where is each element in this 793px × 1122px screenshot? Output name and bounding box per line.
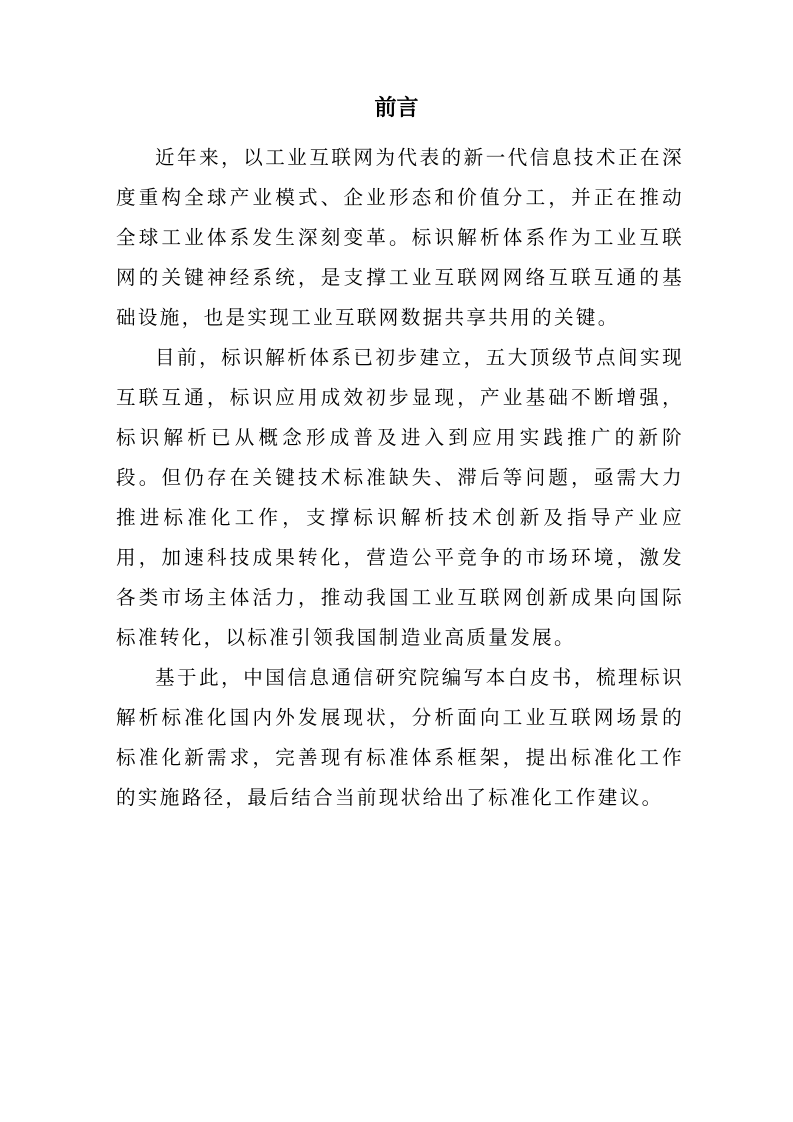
paragraph-1: 近年来，以工业互联网为代表的新一代信息技术正在深度重构全球产业模式、企业形态和价值分工，并正在推动全球工业体系发生深刻变革。标识解析体系作为工业互联网的关键神经系统，是支撑工业互联网网络互联互通的基础设施，也是实现工业互联网数据共享共用的关键。 — [116, 146, 684, 329]
paragraph-2: 目前，标识解析体系已初步建立，五大顶级节点间实现互联互通，标识应用成效初步显现，产业基础不断增强，标识解析已从概念形成普及进入到应用实践推广的新阶段。但仍存在关键技术标准缺失、滞后等问题，亟需大力推进标准化工作，支撑标识解析技术创新及指导产业应用，加速科技成果转化，营造公平竞争的市场环境，激发各类市场主体活力，推动我国工业互联网创新成果向国际标准转化，以标准引领我国制造业高质量发展。 — [116, 346, 684, 649]
paragraph-3: 基于此，中国信息通信研究院编写本白皮书，梳理标识解析标准化国内外发展现状，分析面向工业互联网场景的标准化新需求，完善现有标准体系框架，提出标准化工作的实施路径，最后结合当前现状给出了标准化工作建议。 — [116, 666, 684, 809]
page-title: 前言 — [374, 96, 419, 121]
body-text — [116, 138, 684, 818]
